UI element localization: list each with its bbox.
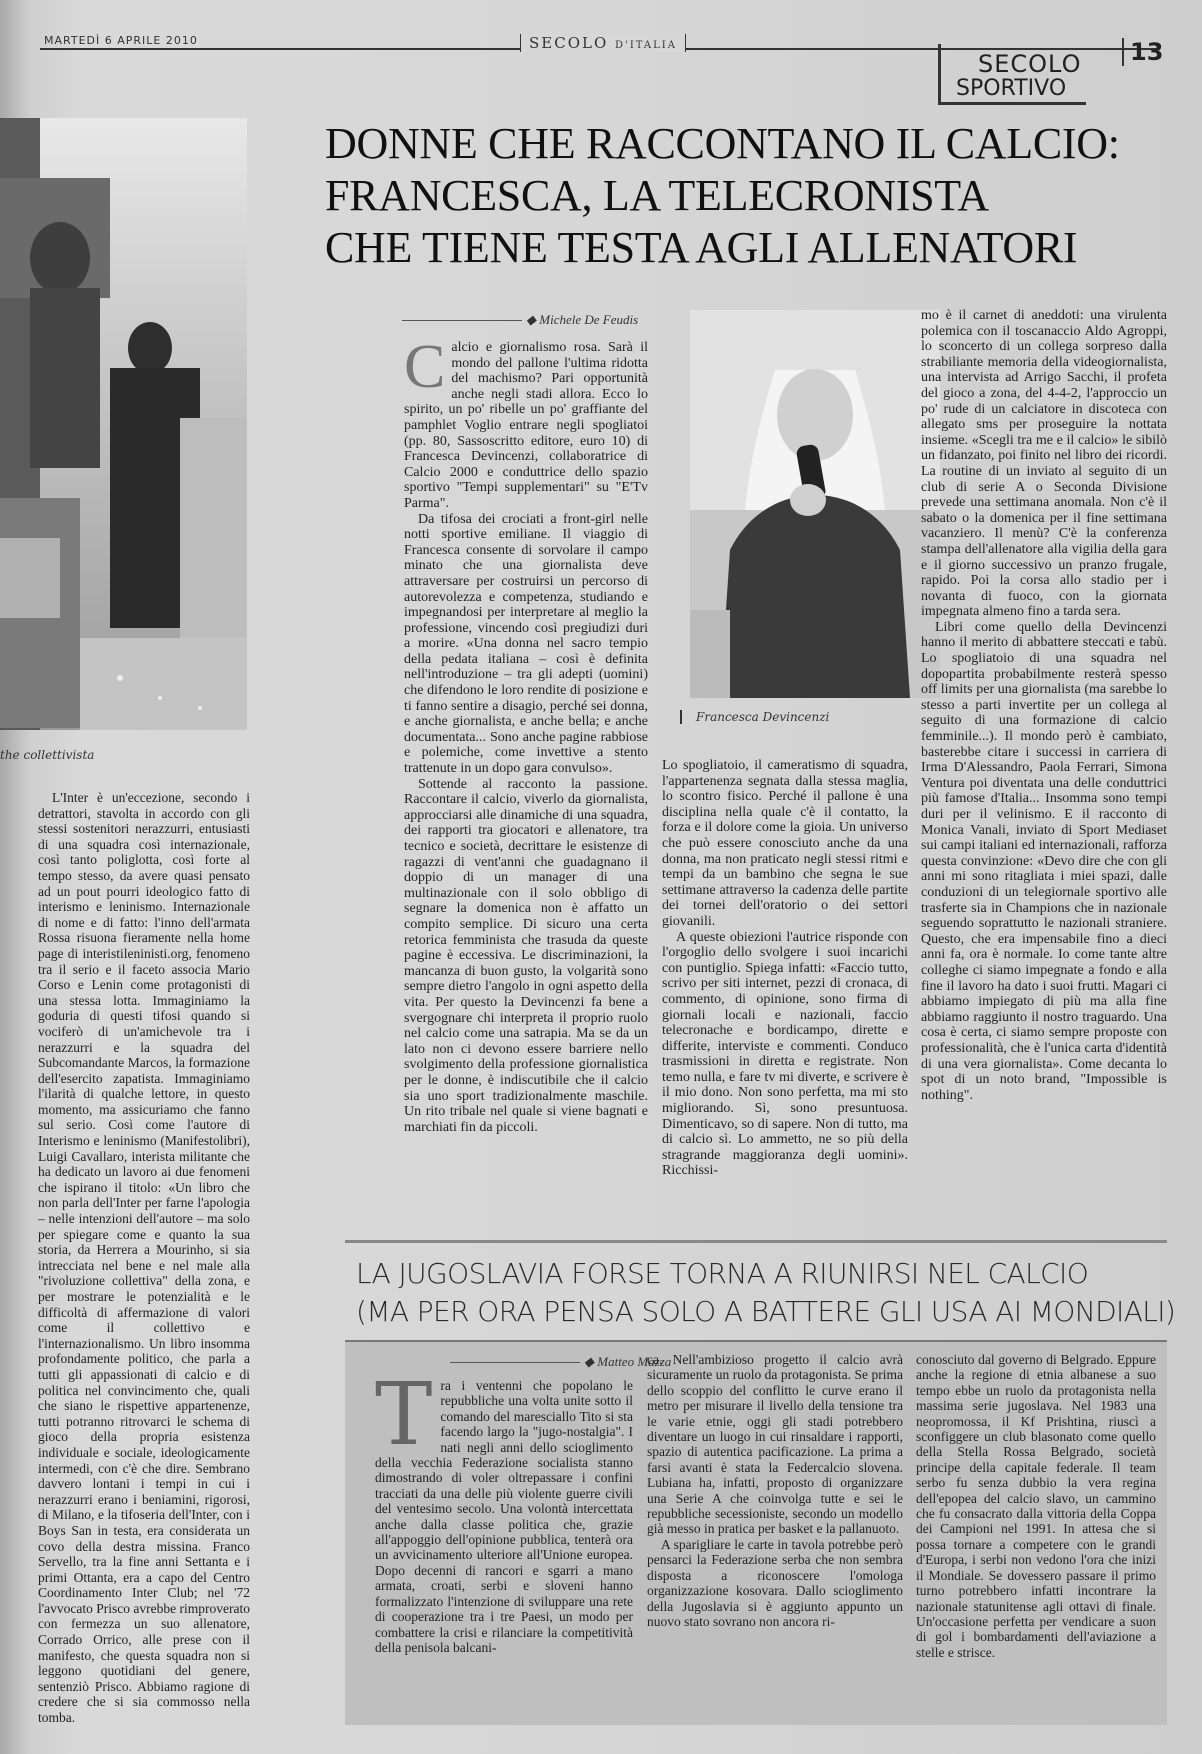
main-article-column-1 — [404, 340, 648, 1195]
article-paragraph: Tra i ventenni che popolano le repubbliche una volta unite sotto il comando del maresciallo Tito si sta facendo largo la "jugo-nostalgia". I nati negli anni dello scioglimento della vecchia Federazione socialista stanno dimostrando di voler oltrepassare i confini tracciati da una delle più violente guerre civili del ventesimo secolo. Una volontà intercettata anche dalla classe politica che, grazie all'appoggio dell'opinione pubblica, tenterà ora un avvicinamento ulteriore all'Unione europea. Dopo decenni di rancori e sgarri a mano armata, croati, serbi e sloveni hanno formalizzato l'intenzione di sviluppare una rete di cooperazione tra i tre Paesi, un modo per combattere la crisi e rilanciare la competitività della penisola balcani- — [375, 1378, 633, 1655]
bottom-article-column-3 — [916, 1352, 1156, 1716]
publication-name: SECOLO — [529, 34, 609, 52]
bottom-article-column-2 — [647, 1352, 903, 1716]
article-paragraph: mo è il carnet di aneddoti: una virulenta polemica con il toscanaccio Aldo Agroppi, lo sconcerto di un collega sorpreso dalla strabiliante memoria della videogiornalista, una intervista ad Arrigo Sacchi, il profeta del gioco a zona, del 4-4-2, l'approccio un po' rude di un calciatore in discoteca con allegato sms per proseguire la nottata insieme. «Scegli tra me e il calcio» le sibilò un fidanzato, poi finito nel libro dei ricordi. La routine di un inviato al seguito di un club di serie A o Seconda Divisione prevede una settimana anomala. Non c'è il sabato o la domenica per il fine settimana vacanziero. Il menù? C'è la conferenza stampa dell'allenatore alla vigilia della gara e il giorno successivo un pranzo frugale, rapido. Poi la corsa allo stadio per i novanta di fuoco, con la giornata impegnata almeno fino a tarda sera. — [921, 308, 1167, 620]
article-paragraph: Lo spogliatoio, il cameratismo di squadra, l'appartenenza segnata dalla stessa maglia, lo scontro fisico. Perché il pallone è una disciplina nella quale c'è il contatto, la forza e il dolore come la gioia. Un universo che può essere conosciuto anche da una donna, ma non praticato negli stessi ritmi e tempi da un bambino che segna le sue settimane attraverso la cadenza delle partite dei tornei dell'oratorio o dei settori giovanili. — [662, 758, 908, 929]
bottom-headline — [356, 1255, 1176, 1331]
article-paragraph: A sparigliare le carte in tavola potrebbe però pensarci la Federazione serba che non sembra disposta a riconoscere l'omologa organizzazione kosovara. Dallo scioglimento della Jugoslavia si è aggiunto appunto un nuovo stato sovrano non ancora ri- — [647, 1536, 903, 1629]
drop-cap: T — [375, 1378, 433, 1465]
article-paragraph: Sottende al racconto la passione. Raccontare il calcio, viverlo da giornalista, approcciarsi alle dinamiche di una squadra, dei rapporti tra giocatori e allenatore, tra tecnico e società, decrittare le esistenze di ragazzi di vent'anni che guadagnano il doppio di un manager di una multinazionale con il solo obbligo di segnare la domenica non è affatto un compito semplice. Di sicuro una certa retorica femminista che trasuda da queste pagine è eccessiva. Le discriminazioni, la mancanza di buon gusto, la volgarità sono sempre dietro l'angolo in ogni aspetto della vita. Per questo la Devincenzi fa bene a svergognare chi interpreta il proprio ruolo nel calcio come una satrapia. Ma se da un lato non ci devono essere barriere nello svolgimento della professione giornalistica per le donne, è indiscutibile che il calcio sia uno sport tradizionalmente maschile. Un rito tribale nel quale si viene bagnati e marchiati fin da piccoli. — [404, 776, 648, 1135]
article-paragraph: Calcio e giornalismo rosa. Sarà il mondo del pallone l'ultima ridotta del machismo? Pari opportunità anche negli stadi allora. Ecco lo spirito, un po' ribelle un po' graffiante del pamphlet Voglio entrare negli spogliatoi (pp. 80, Sassoscritto editore, euro 10) di Francesca Devincenzi, collaboratrice di Calcio 2000 e conduttrice dello spazio sportivo "Tempi supplementari" su "E'Tv Parma". — [404, 340, 648, 511]
bottom-byline: ◆ Matteo Mazza — [584, 1354, 672, 1369]
portrait-photo-illustration — [690, 310, 940, 698]
headline-line: DONNE CHE RACCONTANO IL CALCIO: — [325, 119, 1120, 168]
headline-line: CHE TIENE TESTA AGLI ALLENATORI — [325, 223, 1078, 272]
section-title-bottom: SPORTIVO — [956, 76, 1067, 101]
article-paragraph: L'Inter è un'eccezione, secondo i detrattori, stavolta in accordo con gli stessi sostenitori nerazzurri, entusiasti di una squadra così internazionale, così tanto poliglotta, così forte al tempo stesso, da avere quasi pensato ad un pout pourri ideologico fatto di interismo e leninismo. Internazionale di nome e di fatto: l'inno dell'armata Rossa risuona fieramente nella home page di interistileninisti.org, fenomeno tra il serio e il faceto associa Mario Corso e Lenin come protagonisti di una stessa lotta. Immaginiamo la goduria di questi tifosi quando si vociferò di un'amichevole tra i nerazzurri e la squadra del Subcomandante Marcos, la formazione dell'esercito zapatista. Immaginiamo l'ilarità di qualche lettore, in questo momento, ma assicuriamo che fanno sul serio. Così come l'autore di Interismo e leninismo (Manifestolibri), Luigi Cavallaro, interista militante che ha dedicato un lavoro ai due fenomeni che ispirano il titolo: «Un libro che non parla dell'Inter per farne l'apologia – nelle intenzioni dell'autore – ma solo per spiegare come e quanto la sua storia, da Herrera a Mourinho, si sia intrecciata nel bene e nel male alla "rivoluzione collettiva" della zona, e per mostrare le potenzialità e le difficoltà di affermazione di valori come il collettivo e l'internazionalismo. Un libro insomma profondamente politico, che parla a tutti gli appassionati di calcio e di politica nel convincimento che, quali che siano le rispettive appartenenze, tutti potranno ritrovarci le schema di gioco della propria esistenza individuale e sociale, ideologicamente intermedi, con c'è che dire. Sembrano davvero lontani i tempi in cui i nerazzurri erano i beniamini, rigorosi, di Milano, e la tifoseria dell'Inter, con i Boys San in testa, era considerata un covo della destra missina. Franco Servello, tra la fine anni Settanta e i primi Ottanta, era a capo del Centro Coordinamento Inter Club; nel '72 l'avvocato Prisco avrebbe rimproverato con fermezza un suo allenatore, Corrado Orrico, alle prese con il manifesto, che questa squadra non si leggono quotidiani del genere, sentenziò Prisco. Abbiamo ragione di credere che si sia commosso nella tomba. — [38, 790, 250, 1725]
main-photo — [690, 310, 940, 698]
main-byline: ◆ Michele De Feudis — [526, 312, 639, 327]
main-photo-caption: Francesca Devincenzi — [680, 710, 829, 724]
headline-line: LA JUGOSLAVIA FORSE TORNA A RIUNIRSI NEL CALCIO — [356, 1257, 1089, 1290]
article-paragraph: ca. Nell'ambizioso progetto il calcio avrà sicuramente un ruolo da protagonista. Se prima dello scoppio del conflitto le curve erano il metro per misurare il livello della tensione tra le varie etnie, oggi gli stadi potrebbero diventare un luogo in cui rinsaldare i rapporti, spazio di autentica pacificazione. La prima a farsi avanti è stata la Federcalcio slovena. Lubiana ha, infatti, proposto di organizzare una Serie A che coinvolga tutte e sei le repubbliche secessioniste, secondo un modello già messo in pratica per basket e la pallanuoto. — [647, 1352, 903, 1537]
article-paragraph: Da tifosa dei crociati a front-girl nelle notti sportive emiliane. Il viaggio di Francesca consente di sorvolare il campo minato che una giornalista deve attraversare per costruirsi un percorso di autorevolezza e competenza, studiando e impegnandosi per interpretare al meglio la professione, vincendo così pregiudizi duri a morire. «Una donna nel sacro tempio della pedata italiana – così è definita nell'introduzione – tra gli adepti (uomini) che difendono le loro rendite di posizione e ti fanno sentire a disagio, perché sei donna, e anche giornalista, e anche bella; e anche documentata... Sono anche pagine rabbiose e polemiche, come invettive a stento trattenute in un dopo gara convulso». — [404, 511, 648, 777]
left-article-column — [38, 790, 250, 1725]
header-publication — [520, 34, 686, 52]
crowd-photo-illustration — [0, 118, 247, 730]
bottom-article-rule — [345, 1340, 1167, 1342]
section-title-top: SECOLO — [978, 50, 1082, 78]
byline-author: Michele De Feudis — [539, 312, 639, 327]
main-article-column-2 — [662, 758, 908, 1195]
article-paragraph: conosciuto dal governo di Belgrado. Eppure anche la regione di etnia albanese a suo tempo ebbe un ruolo da protagonista nella massima serie jugoslava. Nel 1983 una neopromossa, il Kf Prishtina, riuscì a sconfiggere un club blasonato come quello della Stella Rossa Belgrado, società principe della capitale federale. Il team serbo fu senza dubbio la vera regina dell'epopea del calcio slavo, un cammino che fu consacrato dalla vittoria della Coppa dei Campioni nel 1991. In attesa che si possa tornare a competere con le grandi d'Europa, i serbi non vedono l'ora che inizi il Mondiale. Se dovessero passare il primo turno potrebbero infatti incontrare la nazionale statunitense agli ottavi di finale. Un'occasione perfetta per vendicare a suon di gol i bombardamenti dell'aviazione a stelle e strisce. — [916, 1352, 1156, 1660]
byline-author: Matteo Mazza — [597, 1354, 672, 1369]
left-photo — [0, 118, 247, 730]
publication-suffix: D'ITALIA — [615, 40, 677, 51]
left-photo-caption: the collettivista — [0, 748, 95, 762]
headline-line: FRANCESCA, LA TELECRONISTA — [325, 171, 989, 220]
header-date: MARTEDÌ 6 APRILE 2010 — [44, 34, 198, 47]
drop-cap: C — [404, 340, 446, 401]
article-paragraph: Libri come quello della Devincenzi hanno il merito di abbattere steccati e tabù. Lo spogliatoio di una squadra nel dopopartita probabilmente resterà spesso off limits per una giornalista (ma sarebbe lo stesso a parti invertite per un collega al seguito di una formazione di calcio femminile...). Il mondo però è cambiato, basterebbe citare i successi in carriera di Irma D'Alessandro, Paola Ferrari, Simona Ventura poi diventata una delle conduttrici più famose d'Italia... Insomma sono tempi duri per il velinismo. E il racconto di Monica Vanali, inviato di Sport Mediaset sui campi italiani ed internazionali, rafforza questa convinzione: «Devo dire che con gli anni mi sono ritagliata i miei spazi, dalle conduzioni di un telegiornale sportivo alle trasferte sia in Champions che in nazionale seguendo soprattutto le nazionali straniere. Questo, che era impensabile fino a dieci anni fa, ora è normale. Io come tante altre colleghe ci siamo impegnate a fondo e alla fine il lavoro ha dato i suoi frutti. Magari ci abbiamo impiegato di più ma alla fine abbiamo raggiunto il nostro traguardo. Una cosa è certa, ci siamo sempre proposte con professionalità, che è l'unica carta d'identità di una vera giornalista». Come decanta lo spot di un noto brand, "Impossible is nothing". — [921, 619, 1167, 1103]
main-article-column-3 — [921, 308, 1167, 1195]
main-headline — [325, 118, 1125, 274]
byline-rule — [450, 1362, 580, 1363]
headline-line: (MA PER ORA PENSA SOLO A BATTERE GLI USA AI MONDIALI) — [356, 1295, 1176, 1328]
article-paragraph: A queste obiezioni l'autrice risponde con l'orgoglio dello svolgere i suoi incarichi con puntiglio. Spiega infatti: «Faccio tutto, scrivo per siti internet, pezzi di cronaca, di commento, di opinione, sono firma di giornali locali e nazionali, faccio telecronache e bordicampo, dirette e differite, interviste e commenti. Conduco trasmissioni in diretta e registrate. Non temo nulla, e fare tv mi diverte, e scrivere è il mio dono. Non sono perfetta, ma mi sto migliorando. Sì, sono presuntuosa. Dimenticavo, so di sapere. Non di tutto, ma di calcio sì. Lo ammetto, ne so più della stragrande maggioranza degli uomini». Ricchissi- — [662, 929, 908, 1179]
page-number: 13 — [1122, 38, 1163, 66]
byline-rule — [402, 320, 522, 321]
bottom-article-column-1 — [375, 1378, 633, 1716]
bottom-article-top-rule — [345, 1240, 1167, 1243]
